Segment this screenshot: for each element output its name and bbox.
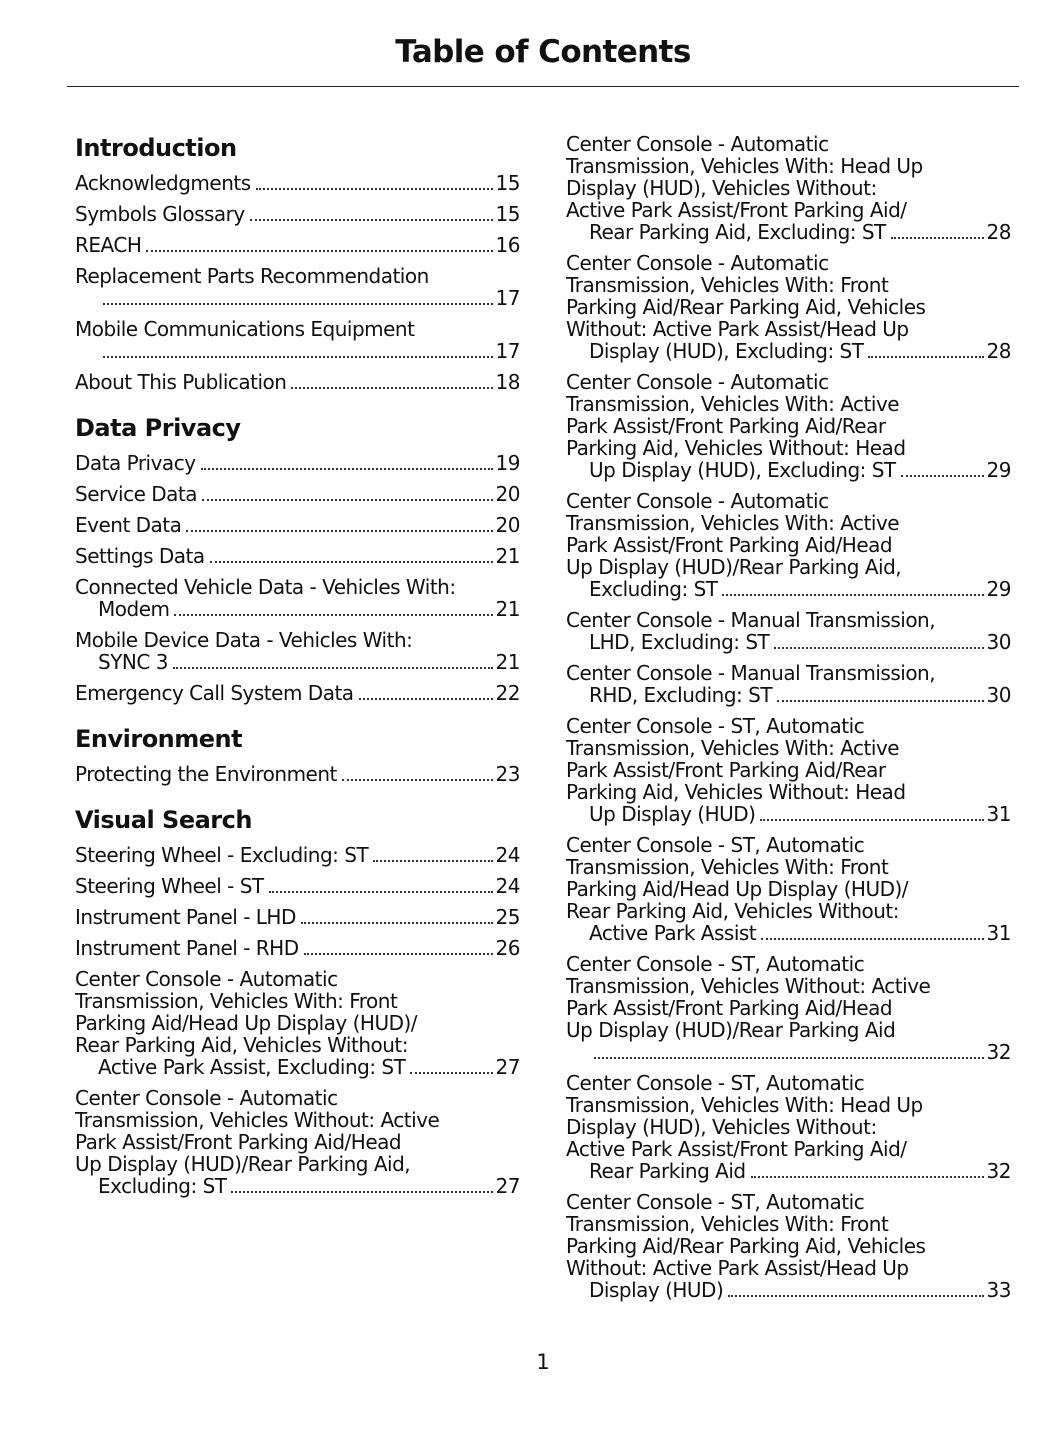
toc-entry-text: Park Assist/Front Parking Aid/Rear: [566, 758, 886, 782]
toc-entry-text: Center Console - Manual Transmission,: [566, 661, 936, 685]
toc-entry-text: Up Display (HUD)/Rear Parking Aid,: [566, 555, 902, 579]
toc-entry-leader-row: [75, 287, 520, 310]
toc-entry-text: Parking Aid, Vehicles Without: Head: [566, 780, 906, 804]
toc-section: [75, 413, 520, 705]
toc-page-number: 17: [495, 339, 520, 363]
toc-page-number: 17: [495, 286, 520, 310]
toc-entry-text: Excluding: ST: [98, 1174, 227, 1198]
page-number: 1: [536, 1350, 550, 1374]
toc-entry-text: Parking Aid/Head Up Display (HUD)/: [566, 877, 909, 901]
toc-entry-text: Center Console - Manual Transmission,: [566, 608, 936, 632]
section-heading: Introduction: [75, 134, 237, 162]
toc-entry-leader-row: [566, 459, 1011, 482]
toc-entry[interactable]: [75, 172, 520, 195]
toc-entry-text: Without: Active Park Assist/Head Up: [566, 317, 909, 341]
toc-page-number: 28: [986, 339, 1011, 363]
toc-page-number: 21: [495, 597, 520, 621]
toc-page-number: 33: [986, 1278, 1011, 1302]
toc-entry-text: Protecting the Environment: [75, 762, 337, 786]
dot-leader: [901, 474, 984, 477]
dot-leader: [891, 236, 984, 239]
toc-entry[interactable]: [566, 953, 1011, 1064]
toc-entry-text: RHD, Excluding: ST: [589, 683, 773, 707]
toc-entry-leader-row: [75, 371, 520, 394]
toc-entry[interactable]: [566, 609, 1011, 654]
toc-entry-leader-row: [566, 340, 1011, 363]
toc-page-number: 21: [495, 544, 520, 568]
toc-entry-text: Settings Data: [75, 544, 205, 568]
dot-leader: [777, 699, 984, 702]
toc-entry[interactable]: [75, 937, 520, 960]
toc-page-number: 21: [495, 650, 520, 674]
toc-entry-text: Parking Aid/Rear Parking Aid, Vehicles: [566, 295, 926, 319]
toc-page-number: 31: [986, 921, 1011, 945]
toc-page-number: 23: [495, 762, 520, 786]
toc-entry-text: Steering Wheel - Excluding: ST: [75, 843, 369, 867]
toc-entry-text: Transmission, Vehicles With: Active: [566, 392, 900, 416]
toc-entry-leader-row: [75, 340, 520, 363]
toc-entry-leader-row: [566, 578, 1011, 601]
toc-page-number: 30: [986, 630, 1011, 654]
page-title: Table of Contents: [395, 34, 691, 70]
toc-entry-leader-row: [75, 1056, 520, 1079]
toc-entry-text: Mobile Device Data - Vehicles With:: [75, 628, 413, 652]
toc-entry-leader-row: [75, 682, 520, 705]
toc-entry-text: Parking Aid/Rear Parking Aid, Vehicles: [566, 1234, 926, 1258]
toc-entry-leader-row: [75, 203, 520, 226]
dot-leader: [103, 302, 493, 305]
toc-entry[interactable]: [566, 834, 1011, 945]
toc-entry-leader-row: [566, 631, 1011, 654]
dot-leader: [868, 355, 983, 358]
toc-page-number: 18: [495, 370, 520, 394]
toc-entry[interactable]: [75, 629, 520, 674]
toc-entry-leader-row: [566, 1160, 1011, 1183]
dot-leader: [722, 593, 983, 596]
toc-entry-text: Transmission, Vehicles With: Front: [75, 989, 398, 1013]
dot-leader: [250, 218, 493, 221]
dot-leader: [373, 859, 492, 862]
toc-entry-text: Center Console - ST, Automatic: [566, 833, 865, 857]
toc-entry[interactable]: [75, 968, 520, 1079]
toc-entry-leader-row: [75, 452, 520, 475]
toc-section: [75, 724, 520, 786]
toc-page-number: 25: [495, 905, 520, 929]
dot-leader: [728, 1294, 983, 1297]
dot-leader: [256, 187, 493, 190]
toc-entry-text: Center Console - Automatic: [75, 967, 338, 991]
toc-entry-text: Transmission, Vehicles Without: Active: [75, 1108, 440, 1132]
toc-entry-text: Transmission, Vehicles With: Front: [566, 273, 889, 297]
toc-page-number: 15: [495, 202, 520, 226]
toc-entry[interactable]: [566, 371, 1011, 482]
dot-leader: [202, 498, 493, 501]
toc-entry-text: Event Data: [75, 513, 182, 537]
toc-entry-text: Display (HUD), Vehicles Without:: [566, 1115, 877, 1139]
toc-entry-text: Transmission, Vehicles With: Head Up: [566, 1093, 923, 1117]
dot-leader: [304, 952, 493, 955]
toc-entry[interactable]: [75, 318, 520, 363]
toc-page-number: 20: [495, 513, 520, 537]
toc-entry[interactable]: [566, 490, 1011, 601]
toc-page-number: 22: [495, 681, 520, 705]
toc-entry-text: Transmission, Vehicles With: Active: [566, 511, 900, 535]
toc-page-number: 24: [495, 874, 520, 898]
toc-page-number: 29: [986, 458, 1011, 482]
toc-entry-leader-row: [566, 1279, 1011, 1302]
toc-entry-leader-row: [566, 1041, 1011, 1064]
toc-entry[interactable]: [566, 133, 1011, 244]
toc-page-number: 16: [495, 233, 520, 257]
toc-entry-text: Up Display (HUD)/Rear Parking Aid: [566, 1018, 896, 1042]
toc-entry-leader-row: [566, 684, 1011, 707]
toc-entry[interactable]: [75, 906, 520, 929]
toc-right-column: [566, 133, 1011, 1310]
toc-entry-leader-row: [75, 844, 520, 867]
toc-entry-text: Emergency Call System Data: [75, 681, 354, 705]
toc-entry-text: Rear Parking Aid, Vehicles Without:: [566, 899, 899, 923]
toc-entry-leader-row: [566, 221, 1011, 244]
toc-entry[interactable]: [75, 875, 520, 898]
toc-page-number: 29: [986, 577, 1011, 601]
toc-entry-text: Rear Parking Aid: [589, 1159, 746, 1183]
toc-entry[interactable]: [566, 715, 1011, 826]
toc-page-number: 30: [986, 683, 1011, 707]
toc-entry-text: Center Console - ST, Automatic: [566, 1190, 865, 1214]
toc-entry-text: Steering Wheel - ST: [75, 874, 264, 898]
toc-entry-text: Transmission, Vehicles With: Front: [566, 855, 889, 879]
toc-entry-text: About This Publication: [75, 370, 287, 394]
toc-entry-text: Park Assist/Front Parking Aid/Rear: [566, 414, 886, 438]
toc-entry-text: Up Display (HUD): [589, 802, 756, 826]
toc-entry-text: Up Display (HUD)/Rear Parking Aid,: [75, 1152, 411, 1176]
dot-leader: [174, 613, 492, 616]
toc-entry-text: Active Park Assist/Front Parking Aid/: [566, 198, 907, 222]
toc-entry-text: Park Assist/Front Parking Aid/Head: [75, 1130, 402, 1154]
toc-entry-text: Display (HUD): [589, 1278, 724, 1302]
title-divider: [67, 86, 1019, 87]
toc-entry-leader-row: [75, 763, 520, 786]
toc-entry-leader-row: [75, 483, 520, 506]
dot-leader: [760, 818, 983, 821]
section-heading: Data Privacy: [75, 414, 241, 442]
toc-page-number: 15: [495, 171, 520, 195]
toc-page-number: 28: [986, 220, 1011, 244]
toc-page-number: 19: [495, 451, 520, 475]
toc-page-number: 20: [495, 482, 520, 506]
dot-leader: [173, 666, 493, 669]
toc-entry-text: Display (HUD), Vehicles Without:: [566, 176, 877, 200]
toc-entry-text: Transmission, Vehicles With: Active: [566, 736, 900, 760]
toc-entry-text: SYNC 3: [98, 650, 168, 674]
toc-entry-text: Rear Parking Aid, Excluding: ST: [589, 220, 886, 244]
dot-leader: [301, 921, 493, 924]
toc-entry-leader-row: [75, 937, 520, 960]
toc-entry-text: Active Park Assist: [589, 921, 757, 945]
toc-left-column: [75, 133, 520, 1217]
toc-entry-text: Center Console - Automatic: [566, 370, 829, 394]
toc-entry[interactable]: [75, 203, 520, 226]
toc-entry[interactable]: [566, 252, 1011, 363]
toc-entry-text: Center Console - Automatic: [75, 1086, 338, 1110]
toc-entry[interactable]: [75, 265, 520, 310]
toc-entry[interactable]: [566, 662, 1011, 707]
toc-entry-leader-row: [75, 172, 520, 195]
dot-leader: [186, 529, 492, 532]
toc-entry-text: REACH: [75, 233, 142, 257]
dot-leader: [761, 937, 983, 940]
dot-leader: [269, 890, 493, 893]
toc-entry-text: Replacement Parts Recommendation: [75, 264, 429, 288]
toc-entry-text: Center Console - ST, Automatic: [566, 952, 865, 976]
toc-entry-text: Symbols Glossary: [75, 202, 245, 226]
toc-entry-leader-row: [75, 1175, 520, 1198]
dot-leader: [210, 560, 493, 563]
toc-entry-text: Center Console - Automatic: [566, 251, 829, 275]
toc-entry-leader-row: [75, 514, 520, 537]
toc-entry[interactable]: [75, 1087, 520, 1198]
dot-leader: [359, 697, 493, 700]
toc-entry-text: Center Console - Automatic: [566, 489, 829, 513]
toc-entry-text: Instrument Panel - LHD: [75, 905, 296, 929]
toc-entry-text: Transmission, Vehicles With: Head Up: [566, 154, 923, 178]
toc-entry[interactable]: [75, 234, 520, 257]
toc-entry-text: Park Assist/Front Parking Aid/Head: [566, 996, 893, 1020]
toc-entry[interactable]: [75, 483, 520, 506]
dot-leader: [751, 1175, 984, 1178]
dot-leader: [594, 1056, 984, 1059]
toc-entry-text: Center Console - Automatic: [566, 132, 829, 156]
toc-entry[interactable]: [75, 763, 520, 786]
toc-entry-text: Center Console - ST, Automatic: [566, 1071, 865, 1095]
toc-entry[interactable]: [75, 514, 520, 537]
section-heading: Environment: [75, 725, 243, 753]
toc-entry-text: Active Park Assist, Excluding: ST: [98, 1055, 406, 1079]
toc-entry-text: Excluding: ST: [589, 577, 718, 601]
toc-entry-leader-row: [75, 906, 520, 929]
toc-entry-text: Mobile Communications Equipment: [75, 317, 415, 341]
toc-entry[interactable]: [75, 682, 520, 705]
dot-leader: [103, 355, 493, 358]
dot-leader: [201, 467, 493, 470]
dot-leader: [342, 778, 493, 781]
toc-entry-text: Data Privacy: [75, 451, 196, 475]
section-heading: Visual Search: [75, 806, 252, 834]
toc-entry-text: Rear Parking Aid, Vehicles Without:: [75, 1033, 408, 1057]
toc-entry-text: Transmission, Vehicles Without: Active: [566, 974, 931, 998]
toc-entry-leader-row: [75, 234, 520, 257]
toc-page-number: 27: [495, 1055, 520, 1079]
toc-entry[interactable]: [75, 576, 520, 621]
toc-entry-text: Parking Aid, Vehicles Without: Head: [566, 436, 906, 460]
toc-page-number: 32: [986, 1159, 1011, 1183]
toc-entry-text: Park Assist/Front Parking Aid/Head: [566, 533, 893, 557]
toc-page-number: 27: [495, 1174, 520, 1198]
toc-entry-leader-row: [75, 598, 520, 621]
toc-entry-text: Center Console - ST, Automatic: [566, 714, 865, 738]
toc-entry-text: Without: Active Park Assist/Head Up: [566, 1256, 909, 1280]
toc-entry-text: Service Data: [75, 482, 198, 506]
toc-entry[interactable]: [566, 1191, 1011, 1302]
toc-entry[interactable]: [566, 1072, 1011, 1183]
toc-entry-text: Parking Aid/Head Up Display (HUD)/: [75, 1011, 418, 1035]
toc-page-number: 24: [495, 843, 520, 867]
toc-entry-text: Instrument Panel - RHD: [75, 936, 299, 960]
toc-page-number: 32: [986, 1040, 1011, 1064]
toc-entry-text: Modem: [98, 597, 170, 621]
toc-entry-leader-row: [75, 651, 520, 674]
toc-entry[interactable]: [75, 545, 520, 568]
toc-entry-text: Up Display (HUD), Excluding: ST: [589, 458, 896, 482]
toc-entry-text: Transmission, Vehicles With: Front: [566, 1212, 889, 1236]
toc-entry-leader-row: [566, 922, 1011, 945]
toc-entry[interactable]: [75, 452, 520, 475]
toc-entry[interactable]: [75, 371, 520, 394]
dot-leader: [774, 646, 983, 649]
dot-leader: [146, 249, 492, 252]
toc-section: [75, 133, 520, 394]
toc-entry-text: LHD, Excluding: ST: [589, 630, 770, 654]
dot-leader: [231, 1190, 492, 1193]
toc-entry[interactable]: [75, 844, 520, 867]
toc-page-number: 26: [495, 936, 520, 960]
toc-entry-leader-row: [566, 803, 1011, 826]
dot-leader: [410, 1071, 492, 1074]
toc-section: [75, 805, 520, 1198]
dot-leader: [291, 386, 492, 389]
toc-page-number: 31: [986, 802, 1011, 826]
toc-entry-leader-row: [75, 545, 520, 568]
toc-entry-text: Acknowledgments: [75, 171, 251, 195]
toc-entry-text: Connected Vehicle Data - Vehicles With:: [75, 575, 456, 599]
toc-entry-text: Display (HUD), Excluding: ST: [589, 339, 864, 363]
toc-entry-text: Active Park Assist/Front Parking Aid/: [566, 1137, 907, 1161]
toc-entry-leader-row: [75, 875, 520, 898]
